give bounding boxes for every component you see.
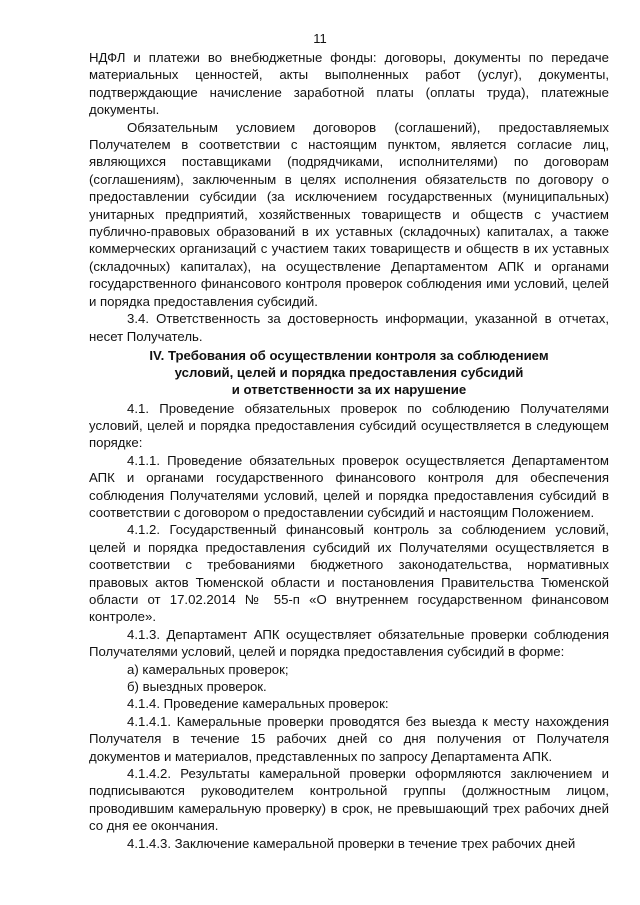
document-body bbox=[89, 49, 609, 852]
paragraph: 4.1.4.1. Камеральные проверки проводятся без выезда к месту нахождения Получателя в течение 15 рабочих дней со дня получения от Получателя документов и материалов, представленных по запросу Департамента АПК. bbox=[89, 713, 609, 764]
paragraph: НДФЛ и платежи во внебюджетные фонды: договоры, документы по передаче материальных ценностей, акты выполненных работ (услуг), документы, подтверждающие начисление заработной платы (оплаты труда), платежные документы. bbox=[89, 50, 609, 118]
paragraph: Обязательным условием договоров (соглашений), предоставляемых Получателем в соответствии с настоящим пунктом, является согласие лиц, являющихся поставщиками (подрядчиками, исполнителями) по договорам (соглашениям), заключенным в целях исполнения обязательств по договору о предоставлении субсидии (за исключением государственных (муниципальных) унитарных предприятий, хозяйственных товариществ и обществ с участием публично-правовых образований в их уставных (складочных) капиталах, а также коммерческих организаций с участием таких товариществ и обществ в их уставных (складочных) капиталах), на осуществление Департаментом АПК и органами государственного финансового контроля проверок соблюдения ими условий, целей и порядка предоставления субсидий. bbox=[89, 119, 609, 309]
page-number: 11 bbox=[313, 31, 327, 46]
section-heading bbox=[89, 347, 609, 399]
paragraph: 4.1.4. Проведение камеральных проверок: bbox=[127, 696, 389, 712]
paragraph: 4.1.4.3. Заключение камеральной проверки в течение трех рабочих дней bbox=[127, 835, 576, 851]
paragraph: б) выездных проверок. bbox=[127, 679, 267, 695]
paragraph: 4.1.3. Департамент АПК осуществляет обязательные проверки соблюдения Получателями условий, целей и порядка предоставления субсидий в форме: bbox=[89, 626, 609, 660]
paragraph: а) камеральных проверок; bbox=[127, 661, 289, 677]
paragraph: 4.1.1. Проведение обязательных проверок осуществляется Департаментом АПК и органами государственного финансового контроля для обеспечения соблюдения Получателями условий, целей и порядка предоставления субсидий в соответствии с договором о предоставлении субсидий и настоящим Положением. bbox=[89, 452, 609, 520]
paragraph: 4.1.4.2. Результаты камеральной проверки оформляются заключением и подписываются руководителем контрольной группы (должностным лицом, проводившим камеральную проверку) в срок, не превышающий трех рабочих дней со дня ее окончания. bbox=[89, 766, 609, 834]
paragraph: 3.4. Ответственность за достоверность информации, указанной в отчетах, несет Получатель. bbox=[89, 311, 609, 344]
paragraph: 4.1. Проведение обязательных проверок по соблюдению Получателями условий, целей и порядка предоставления субсидий осуществляется в следующем порядке: bbox=[89, 400, 609, 451]
paragraph: 4.1.2. Государственный финансовый контроль за соблюдением условий, целей и порядка предоставления субсидий их Получателями осуществляется в соответствии с требованиями бюджетного законодательства, нормативных правовых актов Тюменской области и постановления Правительства Тюменской области от 17.02.2014 № 55-п «О внутреннем государственном финансовом контроле». bbox=[89, 522, 609, 625]
section-heading-line: и ответственности за их нарушение bbox=[231, 382, 467, 398]
section-heading-line: IV. Требования об осуществлении контроля за соблюдением bbox=[149, 347, 549, 363]
section-heading-line: условий, целей и порядка предоставления субсидий bbox=[174, 365, 524, 381]
